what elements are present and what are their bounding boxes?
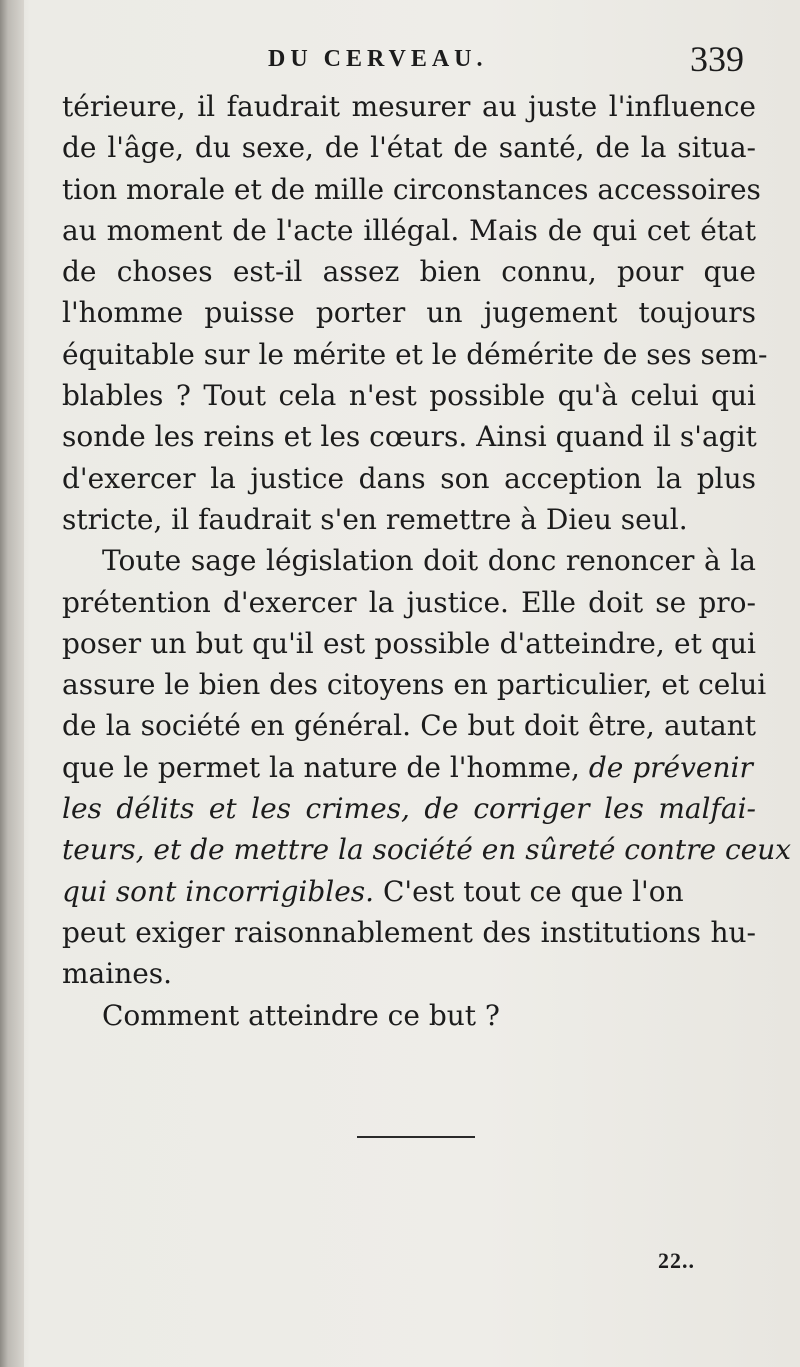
page-header xyxy=(0,38,800,82)
section-divider-rule xyxy=(357,1136,475,1138)
page-number: 339 xyxy=(690,39,744,79)
text-line: prétention d'exercer la justice. Elle doit se pro- xyxy=(62,585,756,619)
italic-text-line: les délits et les crimes, de corriger les malfai- xyxy=(62,792,756,826)
book-spine-shadow xyxy=(0,0,24,1367)
text-line: Toute sage législation doit donc renoncer à la xyxy=(102,544,756,578)
text-line: de la société en général. Ce but doit être, autant xyxy=(62,709,756,743)
text-line: équitable sur le mérite et le démérite de ses sem- xyxy=(62,337,768,371)
text-line: sonde les reins et les cœurs. Ainsi quand il s'agit xyxy=(62,420,757,454)
text-line: l'homme puisse porter un jugement toujours xyxy=(62,296,756,330)
text-line: de choses est-il assez bien connu, pour que xyxy=(62,255,756,289)
running-title: DU CERVEAU. xyxy=(268,46,488,72)
text-line: blables ? Tout cela n'est possible qu'à celui qui xyxy=(62,379,756,413)
text-line: assure le bien des citoyens en particulier, et celui xyxy=(62,668,767,702)
text-line xyxy=(62,871,756,912)
text-line: de l'âge, du sexe, de l'état de santé, de la situa- xyxy=(62,131,756,165)
text-line xyxy=(62,747,756,788)
text-line: stricte, il faudrait s'en remettre à Dieu seul. xyxy=(62,502,688,536)
text-line: térieure, il faudrait mesurer au juste l'influence xyxy=(62,90,756,123)
text-segment: que le permet la nature de l'homme, xyxy=(62,750,580,784)
italic-text-segment: qui sont incorrigibles. xyxy=(62,874,375,908)
printer-signature-mark: 22.. xyxy=(658,1248,695,1273)
text-line: tion morale et de mille circonstances accessoires xyxy=(62,172,761,206)
text-line: au moment de l'acte illégal. Mais de qui cet état xyxy=(62,213,756,247)
italic-text-segment: de prévenir xyxy=(588,750,753,784)
text-segment: C'est tout ce que l'on xyxy=(382,874,684,908)
text-line: peut exiger raisonnablement des institutions hu- xyxy=(62,915,756,949)
text-line: poser un but qu'il est possible d'atteindre, et qui xyxy=(62,626,756,660)
body-text xyxy=(62,86,792,1036)
italic-text-line: teurs, et de mettre la société en sûreté contre ceux xyxy=(62,833,792,867)
text-line: Comment atteindre ce but ? xyxy=(102,998,500,1032)
text-line: maines. xyxy=(62,957,173,991)
text-line: d'exercer la justice dans son acception la plus xyxy=(62,461,756,495)
